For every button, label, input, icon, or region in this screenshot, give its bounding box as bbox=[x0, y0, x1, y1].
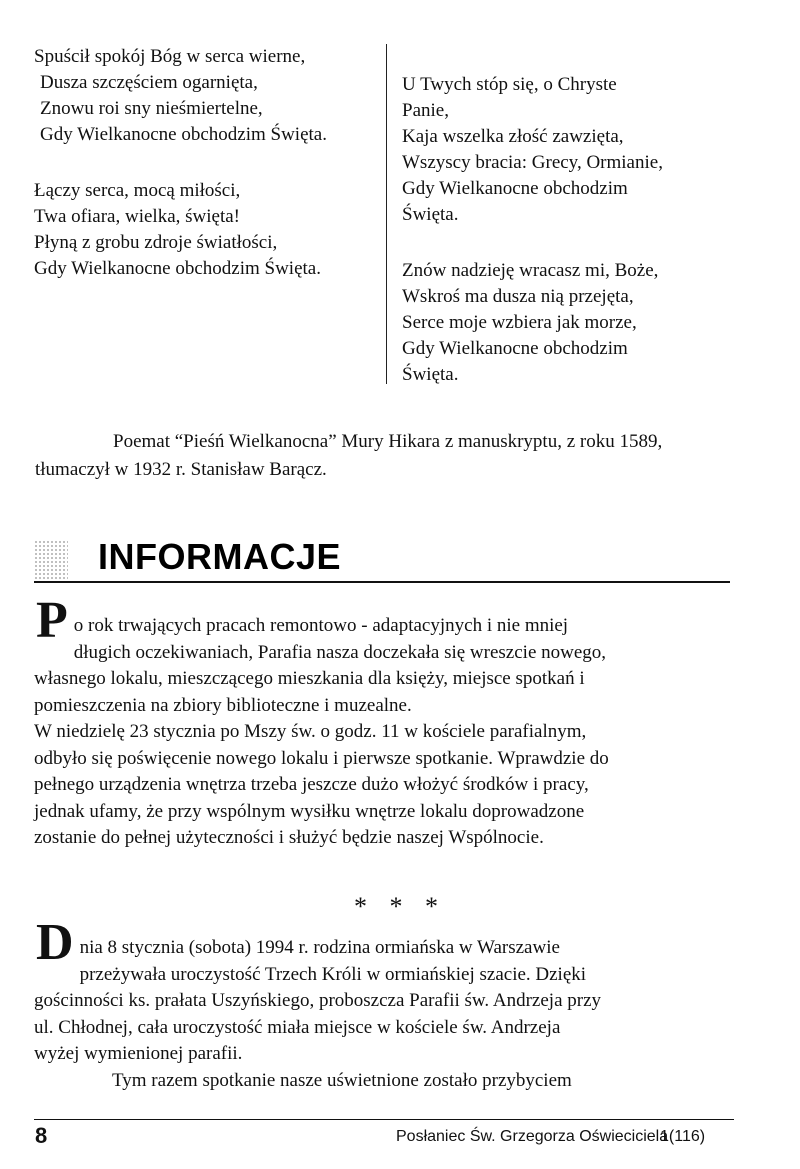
paragraph-line: ul. Chłodnej, cała uroczystość miała miejsce w kościele św. Andrzeja bbox=[34, 1016, 561, 1038]
paragraph-line: o rok trwających pracach remontowo - adaptacyjnych i nie mniej bbox=[73, 615, 569, 636]
poem-line: Spuścił spokój Bóg w serca wierne, bbox=[34, 46, 306, 67]
paragraph-line: nia 8 stycznia (sobota) 1994 r. rodzina ormiańska w Warszawie bbox=[79, 937, 560, 958]
poem-line: Gdy Wielkanocne obchodzim Święta. bbox=[34, 258, 321, 279]
article-renovation bbox=[34, 592, 734, 852]
poem-right-column bbox=[402, 72, 742, 418]
paragraph-line: pomieszczenia na zbiory biblioteczne i muzealne. bbox=[34, 694, 412, 716]
poem-line: Łączy serca, mocą miłości, bbox=[34, 180, 241, 201]
article-epiphany bbox=[34, 914, 734, 1094]
poem-stanza bbox=[402, 258, 742, 388]
poem-line: Dusza szczęściem ogarnięta, bbox=[40, 72, 258, 93]
heading-rule bbox=[34, 581, 730, 583]
paragraph-line: przeżywała uroczystość Trzech Króli w ormiańskiej szacie. Dzięki bbox=[79, 963, 587, 985]
poem-line: Twa ofiara, wielka, święta! bbox=[34, 206, 240, 227]
section-separator: * * * bbox=[354, 892, 446, 921]
poem-left-column bbox=[34, 44, 384, 312]
poem-line: Gdy Wielkanocne obchodzim bbox=[402, 178, 628, 199]
poem-line: Serce moje wzbiera jak morze, bbox=[402, 312, 637, 333]
page-number: 8 bbox=[35, 1123, 48, 1148]
drop-cap: D bbox=[36, 914, 74, 971]
paragraph-line: własnego lokalu, mieszczącego mieszkania dla księży, miejsce spotkań i bbox=[34, 668, 585, 689]
poem-stanza bbox=[34, 178, 384, 282]
poem-line: Wszyscy bracia: Grecy, Ormianie, bbox=[402, 152, 663, 173]
poem-line: Święta. bbox=[402, 204, 459, 225]
paragraph-line: pełnego urządzenia wnętrza trzeba jeszcze dużo włożyć środków i pracy, bbox=[34, 774, 589, 795]
paragraph-line: zostanie do pełnej użyteczności i służyć będzie naszej Wspólnocie. bbox=[34, 827, 544, 848]
poem-stanza bbox=[34, 44, 384, 148]
poem-stanza bbox=[402, 72, 742, 228]
drop-cap: P bbox=[36, 592, 68, 649]
poem-line: Święta. bbox=[402, 364, 459, 385]
poem-source-note: Poemat “Pieśń Wielkanocna” Mury Hikara z manuskryptu, z roku 1589, tłumaczył w 1932 r. Stanisław Barącz. bbox=[35, 431, 663, 480]
poem-line: Kaja wszelka złość zawzięta, bbox=[402, 126, 624, 147]
section-heading: INFORMACJE bbox=[98, 536, 342, 577]
issue-number: 1(116) bbox=[660, 1128, 706, 1145]
poem-line: Wskroś ma dusza nią przejęta, bbox=[402, 286, 634, 307]
poem-line: Panie, bbox=[402, 100, 449, 121]
paragraph-line: długich oczekiwaniach, Parafia nasza doczekała się wreszcie nowego, bbox=[73, 641, 607, 663]
publication-title: Posłaniec Św. Grzegorza Oświeciciela bbox=[396, 1128, 669, 1145]
paragraph-line: Tym razem spotkanie nasze uświetnione zostało przybyciem bbox=[112, 1069, 572, 1091]
poem-line: Płyną z grobu zdroje światłości, bbox=[34, 232, 278, 253]
poem-line: Gdy Wielkanocne obchodzim Święta. bbox=[40, 124, 327, 145]
paragraph-line: wyżej wymienionej parafii. bbox=[34, 1043, 243, 1064]
poem-line: Znów nadzieję wracasz mi, Boże, bbox=[402, 260, 659, 281]
poem-line: Gdy Wielkanocne obchodzim bbox=[402, 338, 628, 359]
poem-line: U Twych stóp się, o Chryste bbox=[402, 74, 617, 95]
footer-rule bbox=[34, 1119, 734, 1120]
paragraph-line: odbyło się poświęcenie nowego lokalu i pierwsze spotkanie. Wprawdzie do bbox=[34, 747, 609, 769]
dotted-decoration bbox=[34, 540, 68, 582]
paragraph-line: jednak ufamy, że przy wspólnym wysiłku wnętrze lokalu doprowadzone bbox=[34, 800, 585, 822]
poem-line: Znowu roi sny nieśmiertelne, bbox=[40, 98, 263, 119]
paragraph-line: W niedzielę 23 stycznia po Mszy św. o godz. 11 w kościele parafialnym, bbox=[34, 721, 587, 742]
column-divider bbox=[386, 44, 387, 384]
paragraph-line: gościnności ks. prałata Uszyńskiego, proboszcza Parafii św. Andrzeja przy bbox=[34, 990, 602, 1011]
